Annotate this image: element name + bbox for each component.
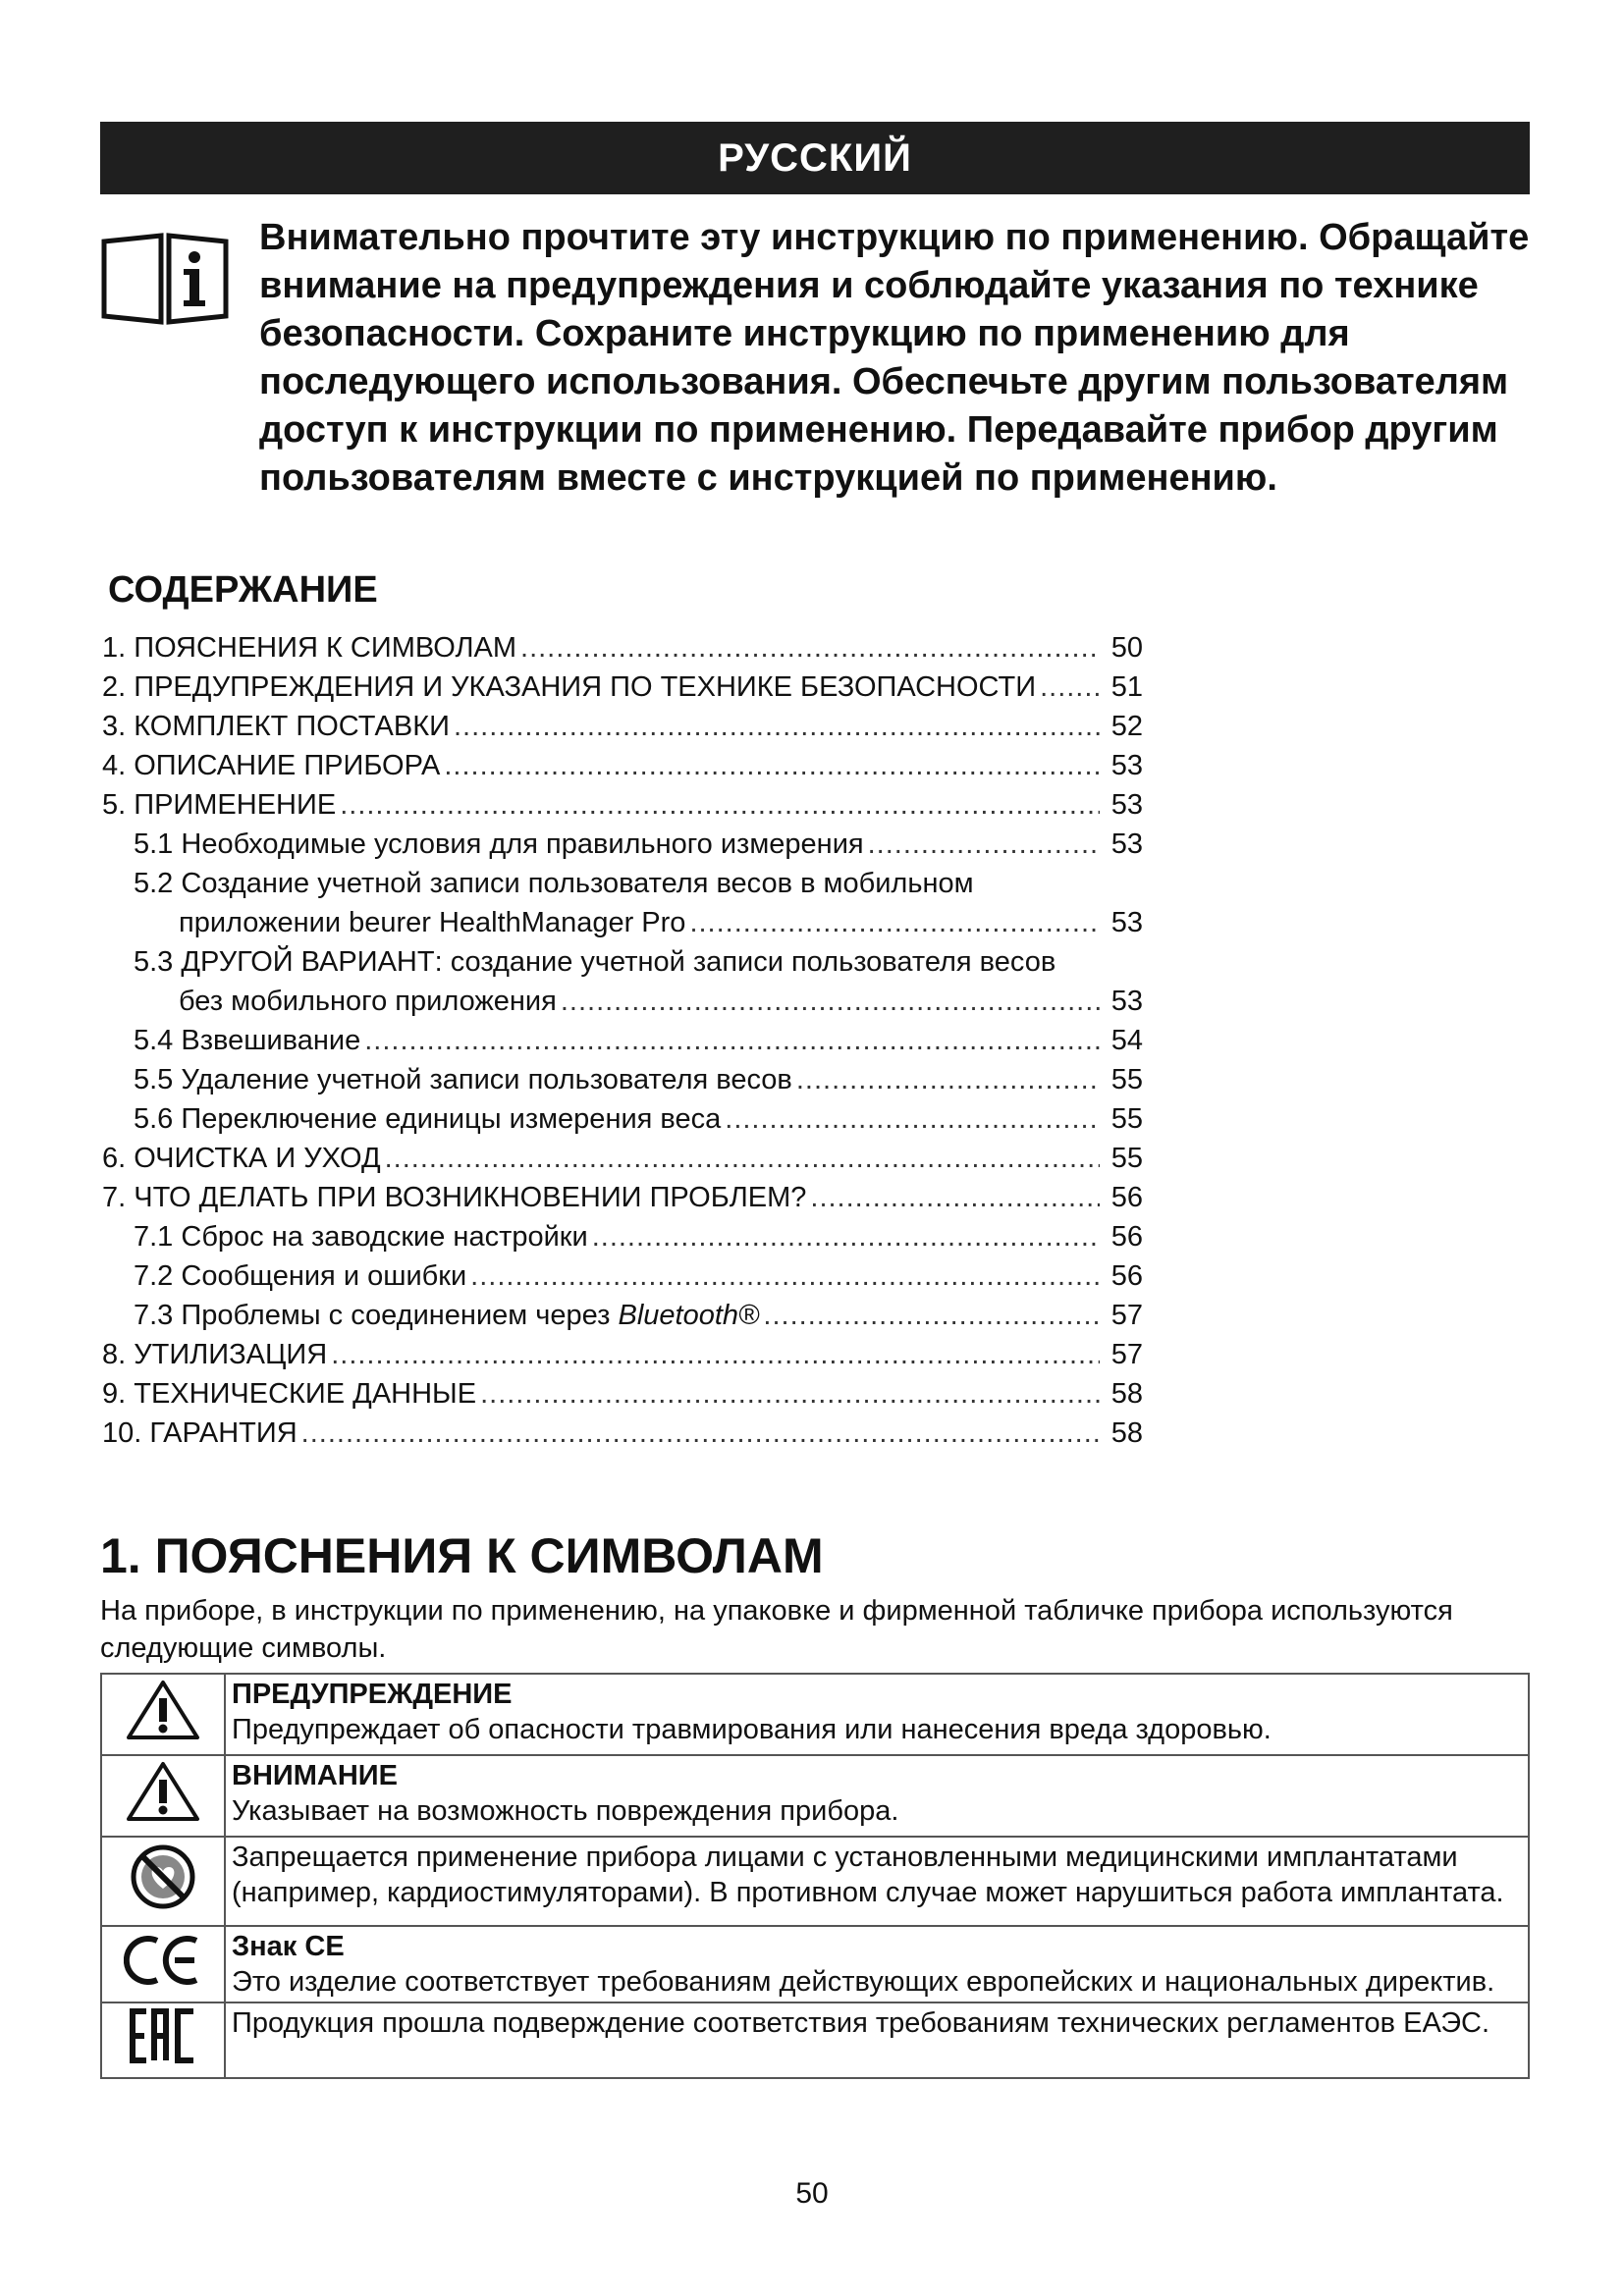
symbol-row-eac: [101, 2002, 1529, 2078]
toc-entry: [102, 746, 1143, 785]
toc-entry-page: 51: [1110, 671, 1143, 703]
read-manual-info-icon: [100, 232, 230, 326]
toc-dot-leader: [331, 1335, 1100, 1374]
toc-entry-title: 7.1 Сброс на заводские настройки: [134, 1221, 588, 1253]
toc-entry-title: 10. ГАРАНТИЯ: [102, 1417, 298, 1449]
toc-dot-leader: [444, 746, 1100, 785]
toc-entry-page: 53: [1110, 789, 1143, 821]
toc-entry-page: 50: [1110, 632, 1143, 664]
toc-dot-leader: [763, 1296, 1100, 1335]
toc-dot-leader: [868, 825, 1100, 864]
toc-dot-leader: [385, 1139, 1100, 1178]
toc-heading: СОДЕРЖАНИЕ: [108, 569, 378, 611]
toc-entry-page: 56: [1110, 1260, 1143, 1292]
toc-dot-leader: [689, 903, 1100, 942]
toc-dot-leader: [340, 785, 1100, 825]
toc-entry-page: 52: [1110, 711, 1143, 742]
toc-entry: [102, 628, 1143, 667]
toc-entry: [102, 982, 1143, 1021]
toc-entry-title: 1. ПОЯСНЕНИЯ К СИМВОЛАМ: [102, 632, 517, 664]
toc-entry-page: 55: [1110, 1103, 1143, 1135]
toc-entry-title: 6. ОЧИСТКА И УХОД: [102, 1143, 381, 1174]
toc-entry-page: 53: [1110, 750, 1143, 781]
toc-dot-leader: [796, 1060, 1100, 1099]
toc-entry-title: 5.2 Создание учетной записи пользователя весов в мобильном: [134, 868, 974, 899]
toc-entry: [102, 1374, 1143, 1414]
toc-dot-leader: [810, 1178, 1100, 1217]
toc-entry-title: 5. ПРИМЕНЕНИЕ: [102, 789, 337, 821]
toc-entry-page: 58: [1110, 1417, 1143, 1449]
toc-entry: [102, 1178, 1143, 1217]
symbol-description: Запрещается применение прибора лицами с установленными медицинскими имплантатами (например, кардиостимуляторами). В противном случае может нарушиться работа имплантата.: [232, 1842, 1504, 1908]
no-implant-icon: [128, 1842, 198, 1912]
toc-entry: [102, 785, 1143, 825]
toc-entry: [102, 1256, 1143, 1296]
toc-entry: [102, 1021, 1143, 1060]
section-1-intro: На приборе, в инструкции по применению, на упаковке и фирменной табличке прибора используются следующие символы.: [100, 1595, 1453, 1664]
toc-entry-page: 57: [1110, 1339, 1143, 1370]
symbols-table: [100, 1673, 1530, 2079]
toc-entry: [102, 1335, 1143, 1374]
toc-entry: [102, 1139, 1143, 1178]
toc-entry-page: 53: [1110, 907, 1143, 938]
table-of-contents: [102, 628, 1143, 1453]
toc-entry: [102, 1099, 1143, 1139]
toc-entry: [102, 707, 1143, 746]
toc-entry-page: 58: [1110, 1378, 1143, 1410]
toc-entry-title: 7.3 Проблемы с соединением через Bluetooth®: [134, 1300, 760, 1331]
toc-entry-page: 53: [1110, 828, 1143, 860]
toc-dot-leader: [480, 1374, 1100, 1414]
symbol-description: Предупреждает об опасности травмирования или нанесения вреда здоровью.: [232, 1714, 1272, 1745]
toc-entry-title: 5.1 Необходимые условия для правильного измерения: [134, 828, 864, 860]
section-1-heading: 1. ПОЯСНЕНИЯ К СИМВОЛАМ: [100, 1528, 824, 1583]
toc-dot-leader: [725, 1099, 1100, 1139]
toc-entry-title: 5.4 Взвешивание: [134, 1025, 361, 1056]
toc-entry-title: 8. УТИЛИЗАЦИЯ: [102, 1339, 328, 1370]
symbol-row-no-implant: [101, 1837, 1529, 1926]
toc-entry: [102, 942, 1143, 982]
toc-entry-title: 5.5 Удаление учетной записи пользователя весов: [134, 1064, 792, 1095]
toc-entry: [102, 825, 1143, 864]
toc-entry: [102, 1217, 1143, 1256]
toc-entry-title: без мобильного приложения: [179, 986, 557, 1017]
toc-entry: [102, 667, 1143, 707]
caution-triangle-icon: [125, 1760, 201, 1823]
toc-entry-page: 57: [1110, 1300, 1143, 1331]
toc-entry-page: 54: [1110, 1025, 1143, 1056]
symbol-title: ПРЕДУПРЕЖДЕНИЕ: [232, 1679, 513, 1710]
symbol-row-warning: [101, 1674, 1529, 1755]
symbol-title: Знак CE: [232, 1931, 345, 1962]
toc-entry: [102, 1296, 1143, 1335]
symbol-description: Это изделие соответствует требованиям действующих европейских и национальных директив.: [232, 1966, 1495, 1998]
toc-dot-leader: [454, 707, 1100, 746]
language-header: [100, 122, 1530, 194]
language-label: РУССКИЙ: [718, 135, 912, 180]
symbol-description: Указывает на возможность повреждения прибора.: [232, 1795, 899, 1827]
toc-entry-page: 56: [1110, 1182, 1143, 1213]
toc-entry-title: 5.3 ДРУГОЙ ВАРИАНТ: создание учетной записи пользователя весов: [134, 946, 1056, 978]
toc-entry-title: 2. ПРЕДУПРЕЖДЕНИЯ И УКАЗАНИЯ ПО ТЕХНИКЕ БЕЗОПАСНОСТИ: [102, 671, 1037, 703]
toc-dot-leader: [301, 1414, 1100, 1453]
symbol-row-caution: [101, 1755, 1529, 1837]
symbol-row-ce: [101, 1926, 1529, 2002]
warning-triangle-icon: [125, 1679, 201, 1741]
toc-dot-leader: [1040, 667, 1100, 707]
toc-dot-leader: [364, 1021, 1100, 1060]
intro-warning-text: Внимательно прочтите эту инструкцию по применению. Обращайте внимание на предупреждения и соблюдайте указания по технике безопасности. Сохраните инструкцию по применению для последующего использования. Обеспечьте другим пользователям доступ к инструкции по применению. Передавайте прибор другим пользователям вместе с инструкцией по применению.: [259, 217, 1530, 499]
eac-mark-icon: [127, 2007, 199, 2064]
toc-entry-title: 4. ОПИСАНИЕ ПРИБОРА: [102, 750, 441, 781]
toc-entry-page: 56: [1110, 1221, 1143, 1253]
toc-entry: [102, 864, 1143, 903]
toc-entry-title: 9. ТЕХНИЧЕСКИЕ ДАННЫЕ: [102, 1378, 477, 1410]
toc-entry: [102, 903, 1143, 942]
toc-entry: [102, 1060, 1143, 1099]
symbol-title: ВНИМАНИЕ: [232, 1760, 398, 1791]
toc-entry-page: 55: [1110, 1143, 1143, 1174]
toc-dot-leader: [561, 982, 1100, 1021]
toc-entry-page: 53: [1110, 986, 1143, 1017]
ce-mark-icon: [124, 1933, 202, 1988]
toc-dot-leader: [520, 628, 1100, 667]
toc-entry-title: 5.6 Переключение единицы измерения веса: [134, 1103, 722, 1135]
page-number: 50: [795, 2177, 829, 2210]
toc-entry-title: 7.2 Сообщения и ошибки: [134, 1260, 467, 1292]
toc-dot-leader: [592, 1217, 1100, 1256]
toc-entry: [102, 1414, 1143, 1453]
toc-entry-title: 7. ЧТО ДЕЛАТЬ ПРИ ВОЗНИКНОВЕНИИ ПРОБЛЕМ?: [102, 1182, 807, 1213]
toc-entry-title: приложении beurer HealthManager Pro: [179, 907, 686, 938]
toc-entry-title: 3. КОМПЛЕКТ ПОСТАВКИ: [102, 711, 450, 742]
toc-dot-leader: [470, 1256, 1100, 1296]
toc-entry-page: 55: [1110, 1064, 1143, 1095]
symbol-description: Продукция прошла подверждение соответствия требованиям технических регламентов ЕАЭС.: [232, 2007, 1490, 2039]
